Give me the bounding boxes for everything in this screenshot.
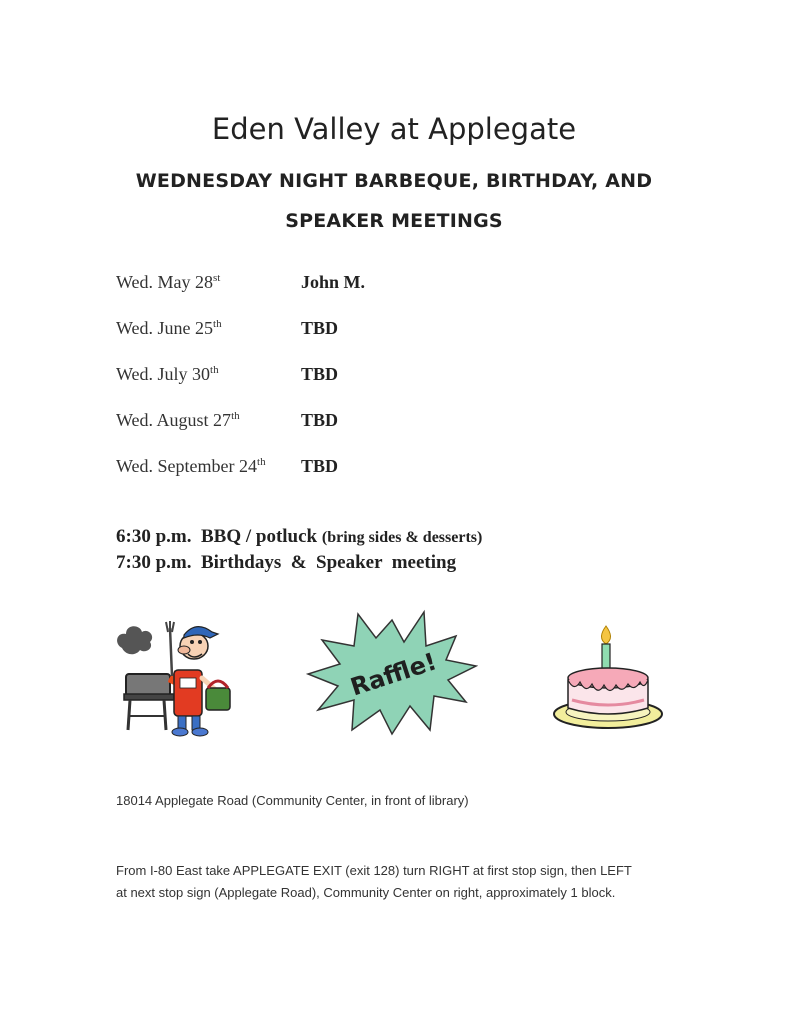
meeting-time: 7:30 p.m. [116,552,192,573]
bbq-time: 6:30 p.m. [116,526,192,547]
directions-line-1: From I-80 East take APPLEGATE EXIT (exit 128) turn RIGHT at first stop sign, then LEFT [116,863,632,878]
subtitle-line-2: SPEAKER MEETINGS [285,210,503,232]
schedule-date: Wed. May 28st [116,272,221,292]
birthday-cake-clipart [552,622,664,738]
directions [116,860,676,904]
subtitle-line-1: WEDNESDAY NIGHT BARBEQUE, BIRTHDAY, AND [135,170,653,192]
schedule-row [116,456,516,480]
schedule-speaker: TBD [301,364,339,384]
schedule-row [116,364,516,388]
directions-line-2: at next stop sign (Applegate Road), Community Center on right, approximately 1 block. [116,885,616,900]
schedule-speaker: John M. [301,272,366,292]
bbq-time-line [116,526,482,548]
schedule-date: Wed. July 30th [116,364,219,384]
meeting-label: Birthdays & Speaker meeting [200,552,457,573]
raffle-burst [306,606,478,738]
schedule-speaker: TBD [301,410,339,430]
schedule-row [116,318,516,342]
schedule-speaker: TBD [301,456,339,476]
schedule-date: Wed. August 27th [116,410,240,430]
schedule-date: Wed. June 25th [116,318,222,338]
schedule-row [116,410,516,434]
address: 18014 Applegate Road (Community Center, in front of library) [116,793,469,808]
schedule-speaker: TBD [301,318,339,338]
bbq-label: BBQ / potluck [200,526,318,547]
bbq-note: (bring sides & desserts) [321,529,483,546]
raffle-text: Raffle! [347,647,441,702]
schedule-row [116,272,516,296]
meeting-time-line [116,552,456,574]
page-title: Eden Valley at Applegate [211,112,577,146]
schedule-date: Wed. September 24th [116,456,266,476]
bbq-chef-clipart [112,618,232,740]
